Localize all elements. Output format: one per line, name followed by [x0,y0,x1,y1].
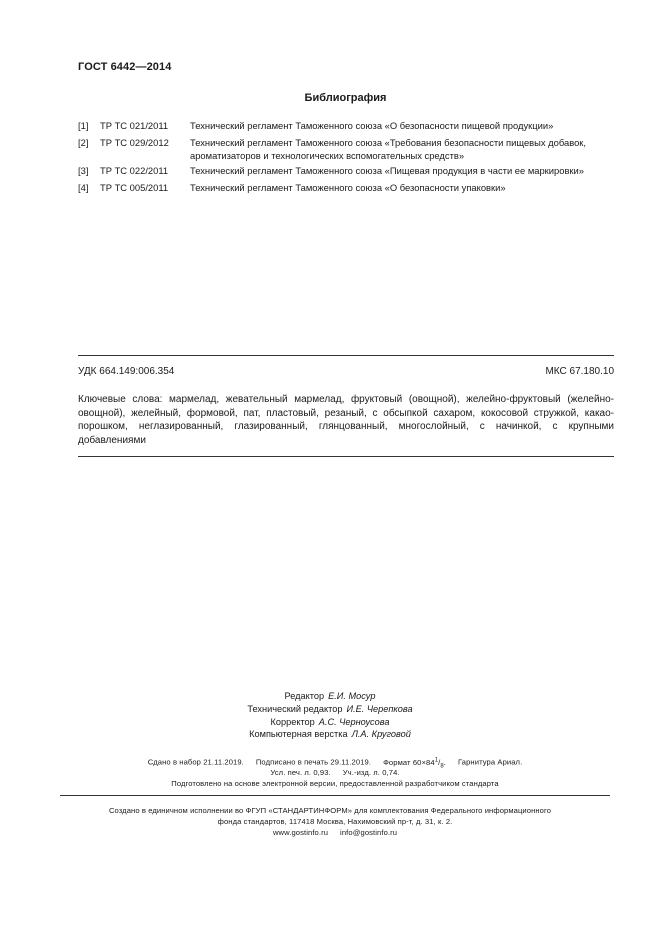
bibliography-item-text: Технический регламент Таможенного союза «Пищевая продукция в части ее маркировки» [190,165,584,176]
editor-role: Компьютерная верстка [249,729,348,740]
footer-line-1: Создано в единичном исполнении во ФГУП «СТАНДАРТИНФОРМ» для комплектования Федерального информационного [108,806,552,815]
edit-sheets: Уч.-изд. л. 0,74. [342,768,400,777]
website-link[interactable]: www.gostinfo.ru [272,828,329,837]
editor-name: А.С. Черноусова [318,716,390,727]
bibliography-item-code: ТР ТС 005/2011 [100,182,169,193]
editor-name: Л.А. Круговой [351,729,411,740]
editor-name: И.Е. Черепкова [346,703,413,714]
editors-block [180,690,480,741]
footer-contacts [70,827,600,838]
bibliography-item-number: [2] [78,137,89,148]
divider-top [78,355,614,356]
email-link[interactable]: info@gostinfo.ru [340,828,398,837]
print-sheets: Усл. печ. л. 0,93. [270,768,331,777]
bibliography-item-number: [4] [78,182,89,193]
signed-date: Подписано в печать 29.11.2019. [255,757,372,767]
editor-line [180,728,480,741]
bibliography-item-text: Технический регламент Таможенного союза «О безопасности пищевой продукции» [190,120,554,131]
bibliography-item-number: [1] [78,120,89,131]
editor-line [180,690,480,703]
editor-line [180,716,480,729]
editor-role: Корректор [270,716,315,727]
document-code: ГОСТ 6442—2014 [78,61,172,73]
typeset-date: Сдано в набор 21.11.2019. [147,757,244,767]
editor-name: Е.И. Мосур [328,691,376,701]
format-info: Формат $60\times 84^1/_8$. [383,757,446,770]
bibliography-item-text: Технический регламент Таможенного союза «Требования безопасности пищевых добавок, ароматизаторов и технологических вспомогательных средств» [190,137,587,161]
udk-code: УДК 664.149:006.354 [78,366,175,377]
mks-code: МКС 67.180.10 [545,366,614,377]
footer-line-2: фонда стандартов, 117418 Москва, Нахимовский пр-т, д. 31, к. 2. [217,817,453,826]
bibliography-item-code: ТР ТС 022/2011 [100,165,169,176]
bibliography-title: Библиография [304,92,387,104]
publication-line-2 [70,767,600,778]
keywords-paragraph: Ключевые слова: мармелад, жевательный мармелад, фруктовый (овощной), желейно-фруктовый (желейно-овощной), желейный, формовой, пат, пластовый, резаный, с обсыпкой сахаром, кокосовой стружкой, какао-порошком, неглазированный, глазированный, глянцованный, многослойный, с начинкой, с крупными добавлениями [78,394,614,446]
font-info: Гарнитура Ариал. [458,757,523,767]
bibliography-item-code: ТР ТС 021/2011 [100,120,169,131]
editor-role: Технический редактор [247,703,343,714]
bibliography-item-text: Технический регламент Таможенного союза «О безопасности упаковки» [190,182,506,193]
editor-role: Редактор [284,691,325,701]
footer-divider [60,795,610,796]
editor-line [180,703,480,716]
prepared-note: Подготовлено на основе электронной версии, предоставленной разработчиком стандарта [171,779,499,788]
bibliography-item-code: ТР ТС 029/2012 [100,137,169,148]
divider-bottom [78,456,614,457]
bibliography-item-number: [3] [78,165,89,176]
